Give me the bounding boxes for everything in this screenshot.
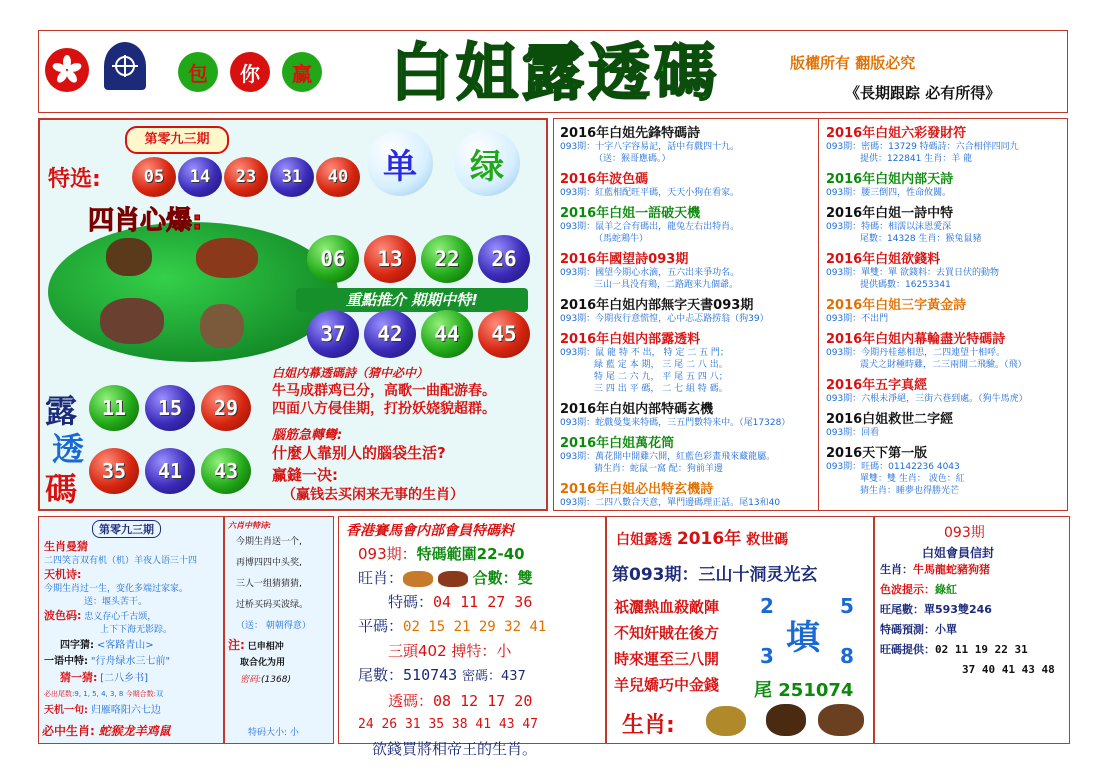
right-section-heading: 2016年白姐欲錢料 [826, 252, 941, 267]
b1-l8-label: 天机一句: [44, 705, 88, 716]
badge-ying: 赢 [282, 52, 322, 92]
column-divider [818, 119, 819, 510]
lu-ball-4: 35 [89, 448, 139, 494]
b3-l3b: 04 11 27 36 [433, 593, 533, 611]
b1-period: 第零九三期 [92, 520, 161, 538]
mid-section-line: 緑 藍 定 本 期， 三 尾 二 八 出。 [594, 360, 728, 370]
b1-l5-label: 一语中特: [44, 656, 88, 667]
right-section-line: 單雙：雙 生肖： 波色：紅 [860, 474, 965, 484]
b3-l6b: 510743 [403, 666, 458, 684]
tag-single: 单 [367, 130, 433, 196]
poem-line-2: 四面八方侵佳期，打扮妖娆貌超群。 [272, 401, 496, 417]
snake-image-2 [766, 704, 806, 736]
b1-l2a: 今期生肖过一生，变化多端过家家。 [44, 584, 189, 594]
mid-section-line: 093期：鼠 龍 特 不 出， 特 定 二 五 門； [560, 348, 729, 358]
badge-bao: 包 [178, 52, 218, 92]
goat-image [200, 304, 244, 348]
b1-l7b-label: 今期合数: [125, 690, 156, 698]
b5-l5b: 02 11 19 22 31 [935, 643, 1028, 656]
b2-note-label: 注: [228, 638, 245, 652]
right-section-line: 猜生肖：睡夢也得勝光芒 [860, 486, 960, 496]
page-title: 白姐露透碼 [389, 36, 720, 109]
b2-note1: 巳申相冲 [247, 642, 284, 652]
b1-l3a: 忠义存心千古颂， [84, 612, 157, 622]
b5-l1a: 生肖： [880, 563, 913, 576]
mid-section-line: 093期：紅藍相配旺平碼，天天小狗在看家。 [560, 188, 740, 198]
b5-l3a: 旺尾數： [880, 603, 924, 616]
mid-column [560, 122, 816, 508]
mid-section-line: （馬蛇鶏牛） [594, 234, 649, 244]
b3-l7b: 08 12 17 20 [433, 692, 533, 710]
ox-image [196, 238, 258, 278]
mid-section-line: 特 尾 二 六 九， 平 尾 五 四 八； [594, 372, 728, 382]
b5-l3b: 單593雙246 [924, 603, 992, 616]
right-section-heading: 2016年白姐内部天詩 [826, 172, 954, 187]
right-section-line: 093期：回看 [826, 428, 880, 438]
money-answer: （赢钱去买闲来无事的生肖） [282, 487, 464, 503]
b2-l2: 再博四四中头奖, [236, 558, 302, 568]
mid-section-line: 093期：萬花開中開雞六開，紅藍色彩畫飛來藏龍屬。 [560, 452, 776, 462]
mid-section-heading: 2016年國望詩093期 [560, 252, 689, 267]
b5-l2b: 綠紅 [935, 583, 957, 596]
mid-section-line: 093期：十字八字容易記，話中有戲四十九。 [560, 142, 740, 152]
right-section-line: 093期：密碼：13729 特碼詩：六合相伴四同九 [826, 142, 1019, 152]
b4-p3: 時來運至三八開 [614, 650, 720, 668]
b1-l9b: 特码大小: 小 [248, 728, 299, 738]
right-section-line: 093期：旺碼：01142236 4043 [826, 462, 960, 472]
recommend-banner: 重點推介 期期中特! [296, 288, 528, 312]
brain-question: 什麼人靠别人的腦袋生活? [272, 444, 446, 462]
right-section-heading: 2016年白姐内幕輪盡光特碼詩 [826, 332, 1006, 347]
b5-l1b: 牛馬龍蛇豬狗猪 [913, 563, 990, 576]
b1-l9: 蛇猴龙羊鸡鼠 [98, 724, 171, 738]
b4-zodiac-label: 生肖: [622, 713, 675, 738]
special-ball-5: 40 [316, 157, 360, 197]
b2-note2: 取合化为用 [240, 658, 286, 668]
tag-color: 绿 [454, 130, 520, 196]
b2-l4: 过桥买码买波绿。 [236, 600, 309, 610]
b2-l1: 今期生肖送一个, [236, 537, 302, 547]
copyright: 版權所有 翻版必究 [790, 54, 916, 72]
b4-title [616, 524, 788, 549]
pig-image [100, 298, 164, 344]
b1-content [44, 540, 222, 718]
b3-l7a: 透碼： [388, 692, 434, 710]
lu-ball-1: 11 [89, 385, 139, 431]
mid-section-line: 093期：二四八數合天意，單門邊碼理正話。尾13和40 [560, 498, 781, 508]
recommend-ball-2: 42 [364, 310, 416, 358]
b1-l6-label: 猜一猜: [60, 671, 98, 684]
b5-l4b: 小單 [935, 623, 957, 636]
b4-title-c: 救世碼 [746, 532, 789, 548]
lu-ball-5: 41 [145, 448, 195, 494]
b2-l3: 三人一组猜猜猜, [236, 579, 302, 589]
b4-title-a: 白姐露透 [616, 532, 672, 548]
b5-l2a: 色波提示： [880, 583, 935, 596]
right-section-line: 尾數：14328 生肖：猴兔鼠豬 [860, 234, 982, 244]
b2-code: (1368) [261, 675, 291, 685]
snake-image [106, 238, 152, 276]
b4-n4: 8 [840, 644, 854, 668]
b4-tail: 尾 251074 [754, 680, 854, 701]
b3-title: 香港賽馬會内部會員特碼料 [346, 523, 514, 539]
right-section-line: 093期：特碼：相濡以沫恩愛深 [826, 222, 952, 232]
mid-section-heading: 2016年白姐内部無字天書093期 [560, 298, 754, 313]
b5-l5a: 旺碼提供： [880, 643, 935, 656]
right-section-heading: 2016年五字真經 [826, 378, 928, 393]
right-section-line: 093期：單雙：單 欲錢料：去買日伏的動物 [826, 268, 1000, 278]
b3-l2a: 旺肖： [358, 569, 404, 587]
lu-char-1: 露 [45, 392, 78, 430]
special-ball-1: 05 [132, 157, 176, 197]
horse-image [818, 704, 864, 736]
b1-l9-label: 必中生肖: [42, 724, 95, 738]
lu-ball-6: 43 [201, 448, 251, 494]
special-ball-4: 31 [270, 157, 314, 197]
b3-l5: 三頭402 搏特：小 [388, 642, 512, 660]
ox-image-2 [438, 571, 468, 587]
right-section-line: 093期：六根未淨絕，三街六巷到處。（狗牛馬虎） [826, 394, 1028, 404]
b4-n3: 3 [760, 644, 774, 668]
four-ball-1: 06 [307, 235, 359, 283]
mid-section-heading: 2016年白姐内部特碼玄機 [560, 402, 714, 417]
b5-content [880, 560, 1068, 680]
b3-l3a: 特碼： [388, 593, 434, 611]
b5-title: 白姐會員信封 [922, 546, 995, 560]
badge-ni: 你 [230, 52, 270, 92]
b2-l5: （送： 朝朝得意） [236, 621, 311, 631]
four-zodiac-title: 四肖心爆: [88, 206, 203, 236]
b3-l6a: 尾數： [358, 666, 404, 684]
recommend-ball-4: 45 [478, 310, 530, 358]
b5-l5c: 37 40 41 43 48 [962, 663, 1055, 676]
mid-section-heading: 2016年白姐先鋒特碼詩 [560, 126, 701, 141]
b4-p1: 祇灑熱血殺敵陣 [614, 598, 720, 616]
mid-section-heading: 2016年白姐必出特玄機詩 [560, 482, 714, 497]
mid-section-heading: 2016年波色碼 [560, 172, 649, 187]
lu-char-2: 透 [52, 430, 85, 468]
b5-l4a: 特碼預測： [880, 623, 935, 636]
b3-l9: 欲錢買將相帝王的生肖。 [372, 740, 538, 758]
b1-l4-label: 四字猜: [60, 640, 94, 651]
right-section-heading: 2016年白姐一詩中特 [826, 206, 954, 221]
b4-n2: 5 [840, 594, 854, 618]
b1-l4: <客路青山> [96, 640, 154, 651]
right-section-line: 093期：腰三倒四，性命攸關。 [826, 188, 952, 198]
b1-l3-label: 波色码: [44, 609, 82, 622]
b2-code-label: 密码: [240, 675, 262, 685]
b3-content [358, 542, 604, 761]
left-period: 第零九三期 [125, 126, 229, 154]
dragon-image [706, 706, 746, 736]
special-ball-3: 23 [224, 157, 268, 197]
b1-l2b: 送：堰头苦干。 [84, 597, 148, 607]
recommend-ball-1: 37 [307, 310, 359, 358]
b1-l1-label: 生肖曼猜 [44, 540, 88, 553]
mid-section-line: （送：猴哥應碼。） [594, 154, 671, 164]
slogan: 《長期跟踪 必有所得》 [845, 84, 1001, 102]
right-section-heading: 2016天下第一版 [826, 446, 928, 461]
logo-shield-icon [104, 42, 146, 90]
poem-title: 白姐内幕透碼詩（猜中必中） [272, 366, 429, 380]
b4-n1: 2 [760, 594, 774, 618]
right-section-heading: 2016年白姐六彩發財符 [826, 126, 967, 141]
right-column [826, 122, 1064, 508]
b1-l3b: 上下下海无影踪。 [100, 625, 173, 635]
right-section-line: 提供碼數：16253341 [860, 280, 951, 290]
b1-l2-label: 天机诗: [44, 568, 82, 581]
b1-l8: 归雁咯阳六七边 [90, 705, 161, 716]
mid-section-heading: 2016年白姐萬花筒 [560, 436, 675, 451]
b3-l4a: 平碼： [358, 617, 404, 635]
b4-p2: 不知奸賊在後方 [614, 624, 720, 642]
right-section-line: 震犬之財種時雞，二三兩開二飛驗。（飛） [860, 360, 1027, 370]
b1-footer [42, 722, 171, 739]
b1-l7b: 双 [155, 690, 163, 698]
hk-emblem-icon [45, 48, 89, 92]
b5-period: 093期 [944, 525, 985, 541]
four-ball-4: 26 [478, 235, 530, 283]
right-section-line: 093期：不出門 [826, 314, 889, 324]
b1-l5: "行舟绿水三七前" [90, 656, 171, 667]
zodiac-oval [48, 222, 338, 362]
special-ball-2: 14 [178, 157, 222, 197]
b4-title-b: 2016年 [676, 529, 742, 549]
b1-l1: 二四笑言双有机（机）羊夜人语三十四 [44, 556, 198, 566]
b3-l1b: 特碼範圍22-40 [416, 545, 525, 563]
special-label: 特选: [48, 167, 101, 192]
right-section-heading: 2016白姐救世二字經 [826, 412, 954, 427]
four-ball-2: 13 [364, 235, 416, 283]
b2-title: 六肖中特诗: [228, 521, 272, 530]
lu-char-3: 碼 [45, 470, 78, 508]
right-section-line: 提供：122841 生肖：羊 龍 [860, 154, 973, 164]
mid-section-line: 猜生肖：蛇鼠一窩 配：狗前羊邊 [594, 464, 723, 474]
recommend-ball-3: 44 [421, 310, 473, 358]
four-ball-3: 22 [421, 235, 473, 283]
b3-l4b: 02 15 21 29 32 41 [403, 619, 547, 635]
money-title: 赢鏠一决: [272, 466, 338, 484]
b1-l6: [二八乡书] [100, 673, 149, 684]
mid-section-line: 093期：國望今期心水滴，五六出来爭功名。 [560, 268, 740, 278]
mid-section-heading: 2016年白姐内部露透料 [560, 332, 701, 347]
b4-p4: 羊兒嬌巧中金錢 [614, 676, 720, 694]
mid-section-line: 三 四 出 平 碼， 二 七 組 特 碼。 [594, 384, 728, 394]
b1-l7-label: 必出尾数: [44, 690, 75, 698]
mid-section-line: 093期：蛇戲曼隻来特碼，三五門數特来中。（尾17328） [560, 418, 791, 428]
poem-line-1: 牛马成群鸡已分，高歌一曲配游春。 [272, 383, 496, 399]
mid-section-line: 093期：今期夜行意慌惶，心中忐忑路捞翁（狗39） [560, 314, 769, 324]
b3-l1a: 093期： [358, 545, 417, 563]
b3-l8: 24 26 31 35 38 41 43 47 [358, 717, 539, 732]
lu-ball-3: 29 [201, 385, 251, 431]
right-section-line: 093期：今期丹桂慈相思，二四連望十相呼。 [826, 348, 1006, 358]
lu-ball-2: 15 [145, 385, 195, 431]
b3-l6c: 密碼：437 [461, 669, 526, 684]
right-section-heading: 2016年白姐三字黃金詩 [826, 298, 967, 313]
b1-l7: 9, 1, 5, 4, 3, 8 [74, 690, 124, 698]
b4-line1: 第093期：三山十洞灵光玄 [612, 565, 818, 585]
brain-title: 腦筋急轉彎: [272, 428, 343, 443]
b4-fill: 填 [786, 618, 820, 658]
mid-section-line: 093期：鼠羊之合有碼出，龍兔左右出特肖。 [560, 222, 740, 232]
mid-section-heading: 2016年白姐一語破天機 [560, 206, 701, 221]
b2-content [228, 520, 332, 689]
tiger-image [403, 571, 433, 587]
mid-section-line: 三山一具没有鶏，二路跑来九個爺。 [594, 280, 739, 290]
b3-l2b: 合數：雙 [472, 569, 533, 587]
